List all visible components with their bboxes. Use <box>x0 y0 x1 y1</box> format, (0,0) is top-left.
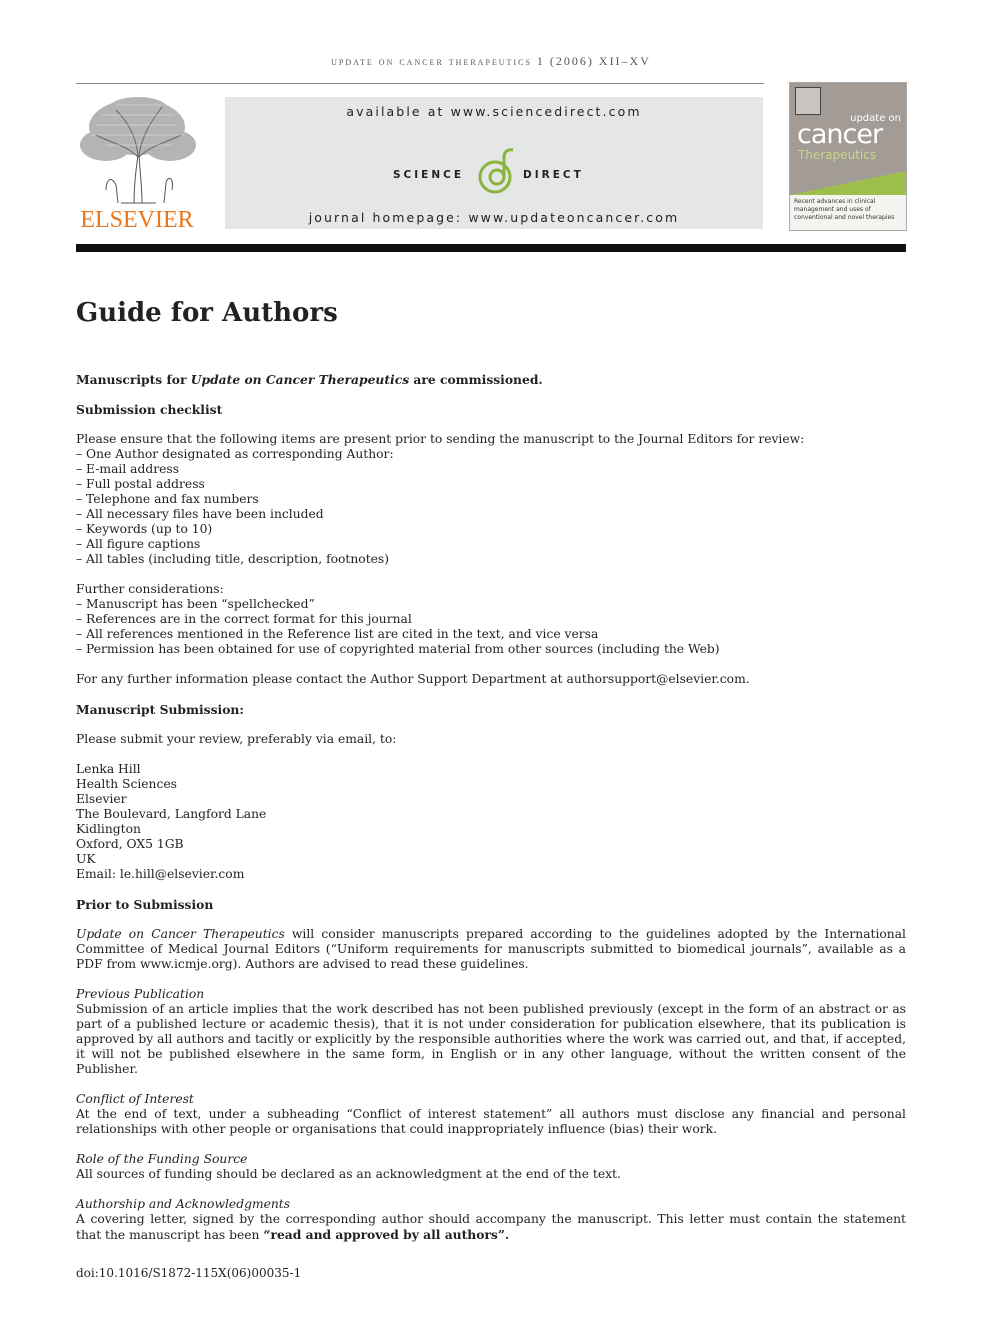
cover-mini-logo-icon <box>795 87 821 115</box>
authorship-bold: “read and approved by all authors”. <box>263 1227 510 1242</box>
page-title: Guide for Authors <box>76 298 338 328</box>
elsevier-tree-icon <box>76 95 198 205</box>
cover-tagline-line: Recent advances in clinical <box>794 198 876 205</box>
contact-statement: For any further information please contact the Author Support Department at authorsupport@elsevier.com. <box>76 672 750 686</box>
sd-direct-text: DIRECT <box>523 169 584 181</box>
previous-publication-text: Submission of an article implies that the work described has not been published previously (except in the form of an abstract or as part of a published lecture or academic thesis), that it is not under consideration for publication elsewhere, that its publication is approved by all authors and tacitly or explicitly by the responsible authorities where the work was carried out, and that, if accepted, it will not be published elsewhere in the same form, in English or in any other language, without the written consent of the Publisher. <box>76 1002 906 1076</box>
checklist-item: – One Author designated as corresponding Author: <box>76 447 394 461</box>
checklist-item: – E-mail address <box>76 462 180 476</box>
further-item: – Manuscript has been “spellchecked” <box>76 597 315 611</box>
funding-heading: Role of the Funding Source <box>76 1152 248 1166</box>
address-line: Health Sciences <box>76 777 177 791</box>
submission-intro: Please submit your review, preferably via email, to: <box>76 732 397 746</box>
intro-tail: are commissioned. <box>409 372 543 387</box>
doi: doi:10.1016/S1872-115X(06)00035-1 <box>76 1266 302 1280</box>
intro-statement <box>76 372 906 387</box>
checklist-item: – All necessary files have been included <box>76 507 324 521</box>
previous-publication-heading: Previous Publication <box>76 987 205 1001</box>
cover-tagline-line: management and uses of <box>794 206 871 213</box>
cover-sub-text: Therapeutics <box>798 148 877 162</box>
checklist-item: – Full postal address <box>76 477 205 491</box>
cover-tagline <box>790 195 906 231</box>
elsevier-wordmark: ELSEVIER <box>80 207 194 233</box>
article-body <box>76 372 906 1243</box>
address-line: UK <box>76 852 96 866</box>
checklist-item: – Telephone and fax numbers <box>76 492 259 506</box>
elsevier-logo <box>76 95 198 233</box>
checklist-intro: Please ensure that the following items are present prior to sending the manuscript to the Journal Editors for review: <box>76 432 805 446</box>
sd-science-text: SCIENCE <box>393 169 465 181</box>
header-thick-rule <box>76 244 906 252</box>
address-email[interactable]: Email: le.hill@elsevier.com <box>76 867 245 881</box>
address-line: The Boulevard, Langford Lane <box>76 807 267 821</box>
address-line: Elsevier <box>76 792 127 806</box>
volume-pages: 1 (2006) XII–XV <box>536 54 651 68</box>
prior-journal: Update on Cancer Therapeutics <box>76 927 285 941</box>
prior-body: will consider manuscripts prepared according to the guidelines adopted by the International Committee of Medical Journal Editors (“Uniform requirements for manuscripts submitted to biomedical journals”, available as a PDF from www.icmje.org). Authors are advised to read these guidelines. <box>76 927 906 971</box>
journal-running-head: update on cancer therapeutics <box>331 54 532 68</box>
authorship-text <box>76 1212 906 1243</box>
journal-homepage-link[interactable]: journal homepage: www.updateoncancer.com <box>308 210 680 225</box>
sciencedirect-at-icon <box>473 147 521 197</box>
prior-text <box>76 927 906 972</box>
journal-cover <box>789 82 907 231</box>
address-line: Oxford, OX5 1GB <box>76 837 184 851</box>
running-head <box>0 54 982 69</box>
prior-heading: Prior to Submission <box>76 897 214 912</box>
cover-small-text: update on <box>850 113 901 124</box>
further-item: – Permission has been obtained for use of copyrighted material from other sources (including the Web) <box>76 642 720 656</box>
submission-heading: Manuscript Submission: <box>76 702 244 717</box>
further-heading: Further considerations: <box>76 582 224 596</box>
address-line: Lenka Hill <box>76 762 141 776</box>
intro-journal: Update on Cancer Therapeutics <box>190 372 410 387</box>
funding-text: All sources of funding should be declared as an acknowledgment at the end of the text. <box>76 1167 621 1181</box>
further-item: – References are in the correct format for this journal <box>76 612 412 626</box>
sciencedirect-logo <box>225 147 763 197</box>
cover-big-text: cancer <box>797 119 883 150</box>
checklist-item: – All figure captions <box>76 537 201 551</box>
intro-lead: Manuscripts for <box>76 372 191 387</box>
authorship-body: A covering letter, signed by the corresponding author should accompany the manuscript. This letter must contain the statement that the manuscript has been <box>76 1212 906 1242</box>
checklist-item: – All tables (including title, description, footnotes) <box>76 552 390 566</box>
cover-tagline-line: conventional and novel therapies <box>794 214 895 221</box>
further-item: – All references mentioned in the Reference list are cited in the text, and vice versa <box>76 627 599 641</box>
header-rule <box>76 83 764 84</box>
available-at-link[interactable]: available at www.sciencedirect.com <box>346 104 642 119</box>
checklist-heading: Submission checklist <box>76 402 223 417</box>
checklist-item: – Keywords (up to 10) <box>76 522 213 536</box>
conflict-text: At the end of text, under a subheading “Conflict of interest statement” all authors must disclose any financial and personal relationships with other people or organisations that could inappropriately influence (bias) their work. <box>76 1107 906 1136</box>
conflict-heading: Conflict of Interest <box>76 1092 194 1106</box>
address-line: Kidlington <box>76 822 141 836</box>
authorship-heading: Authorship and Acknowledgments <box>76 1197 291 1211</box>
sciencedirect-banner <box>225 97 763 229</box>
